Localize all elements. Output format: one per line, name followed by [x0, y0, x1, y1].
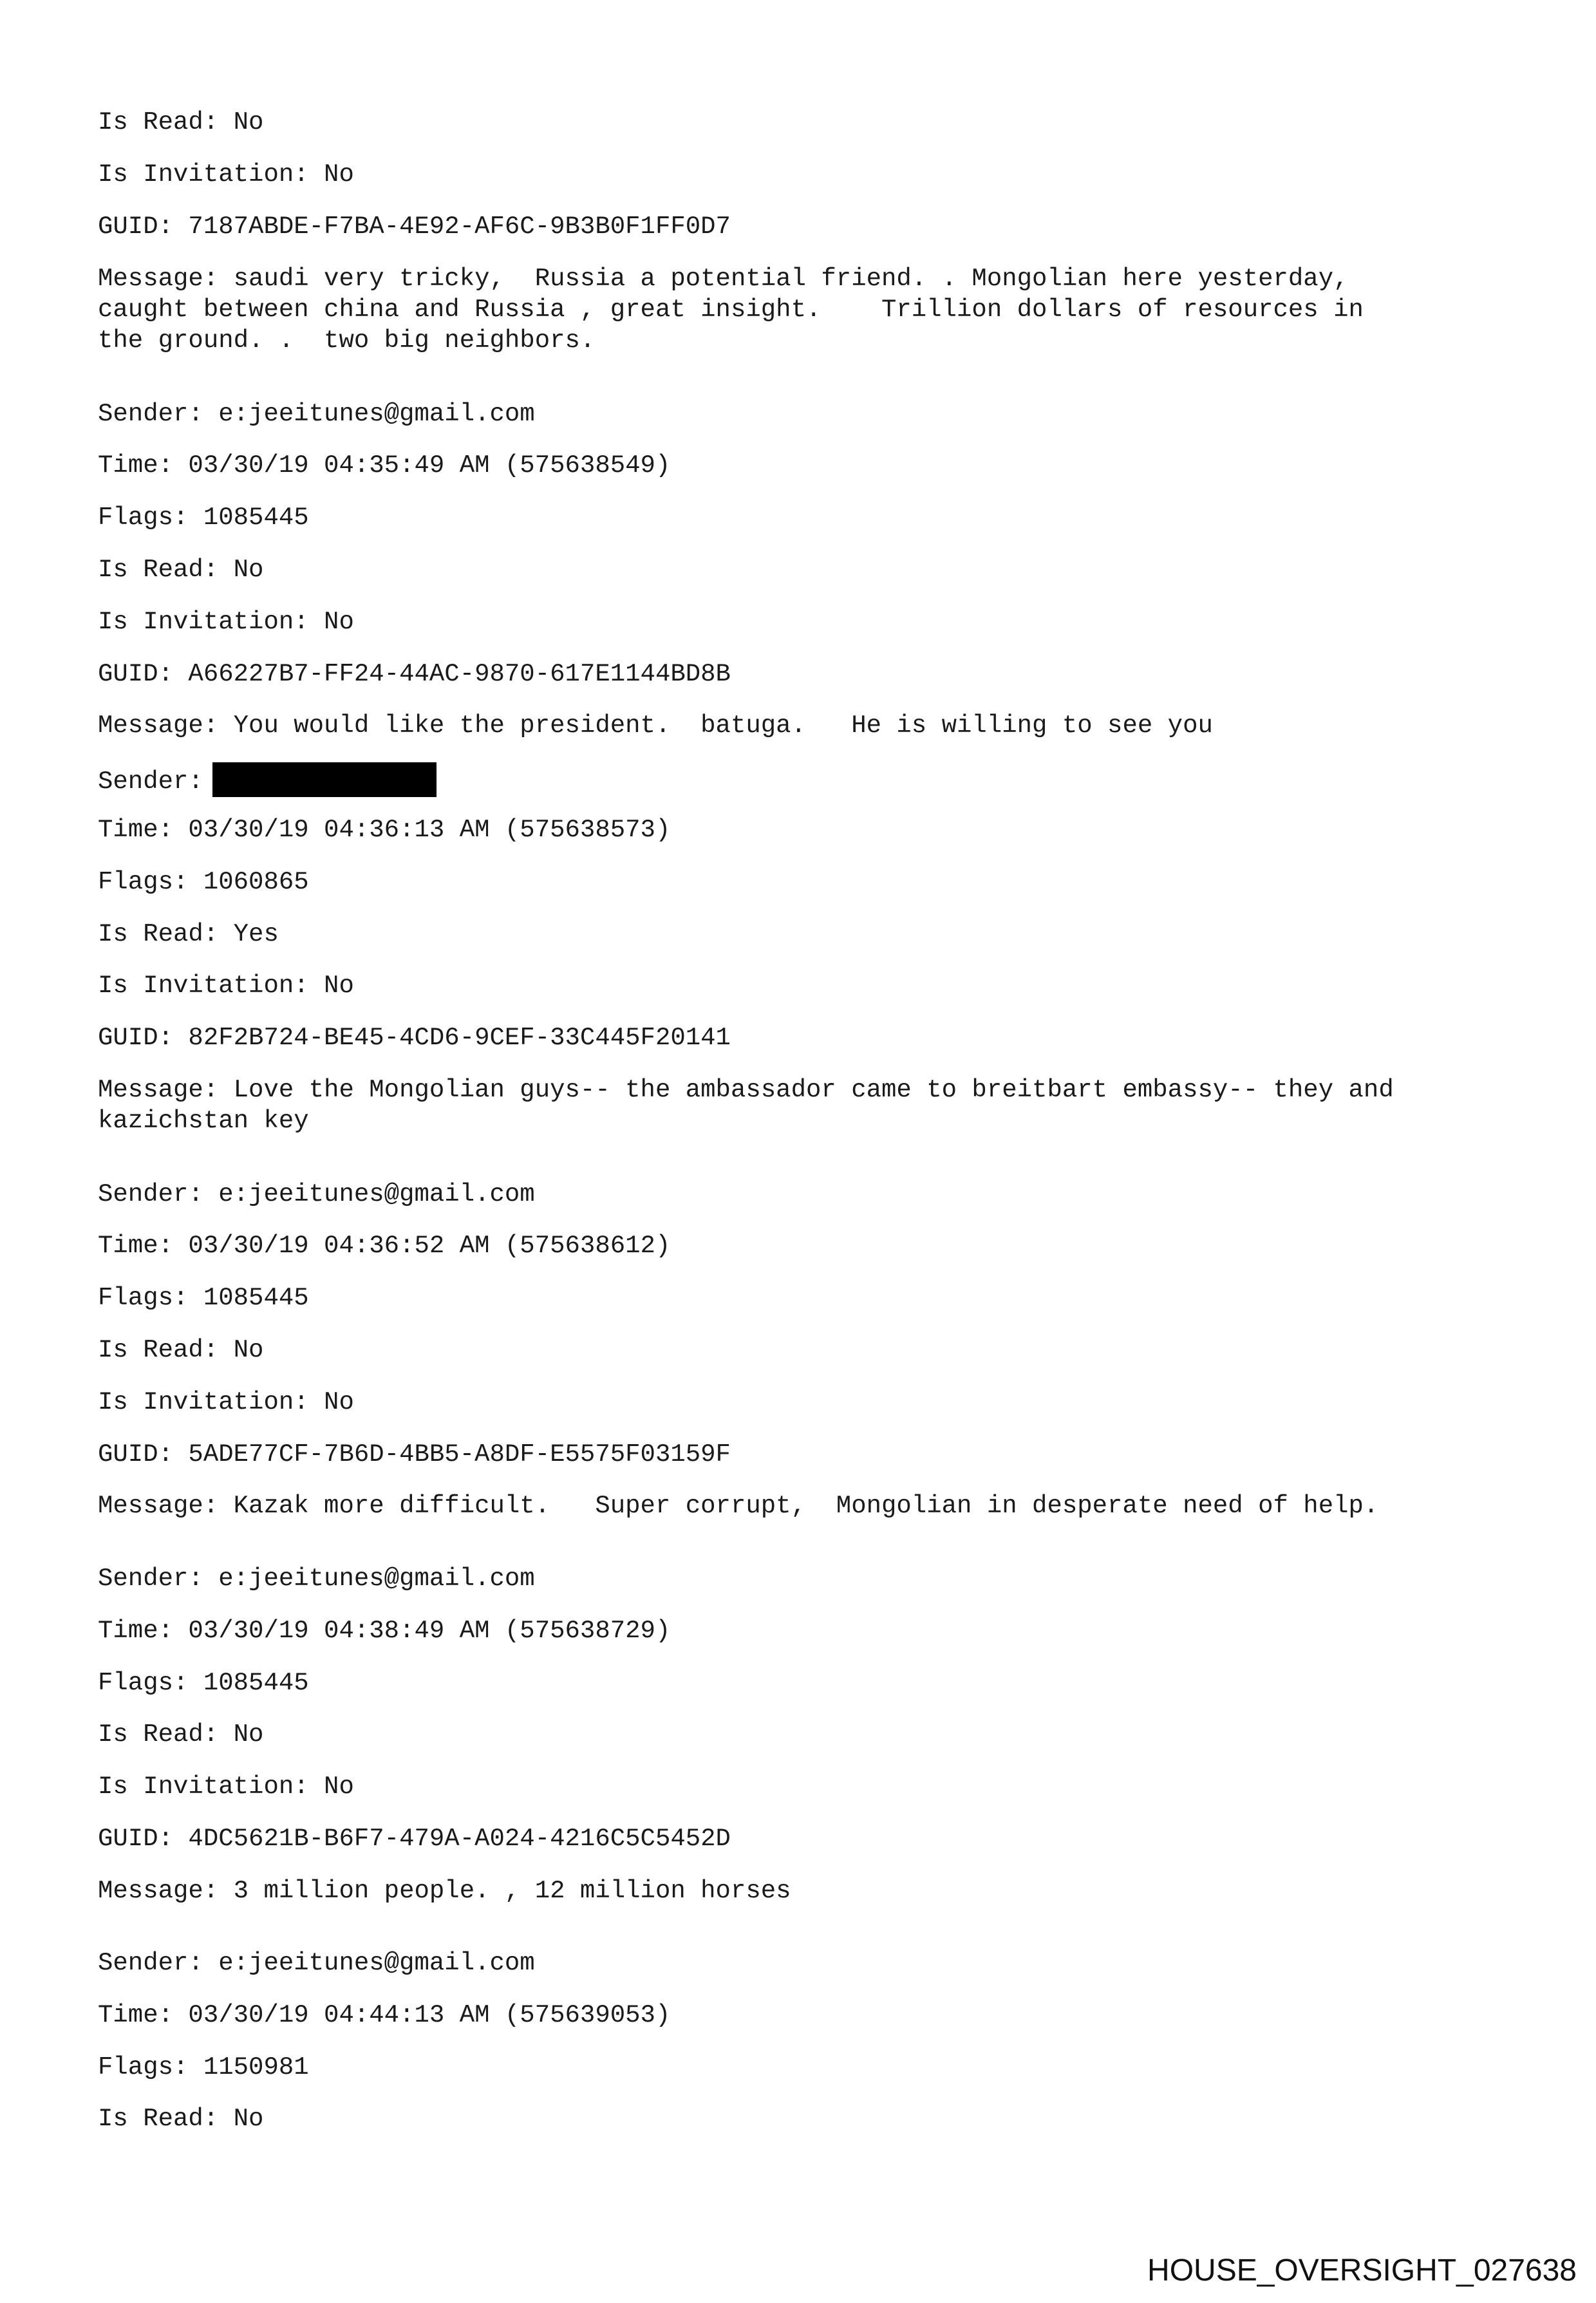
is-read-field: Is Read: No	[98, 2105, 264, 2133]
flags-field: Flags: 1085445	[98, 503, 309, 532]
is-read-field: Is Read: No	[98, 556, 264, 584]
sender-field: Sender: e:jeeitunes@gmail.com	[98, 1180, 535, 1208]
flags-field: Flags: 1150981	[98, 2053, 309, 2082]
is-invitation-field: Is Invitation: No	[98, 1388, 354, 1416]
is-read-field: Is Read: No	[98, 1720, 264, 1749]
sender-field	[98, 762, 437, 796]
is-invitation-field: Is Invitation: No	[98, 972, 354, 1000]
sender-label: Sender:	[98, 767, 203, 796]
is-read-field: Is Read: No	[98, 1336, 264, 1364]
is-invitation-field: Is Invitation: No	[98, 608, 354, 636]
flags-field: Flags: 1085445	[98, 1284, 309, 1312]
is-invitation-field: Is Invitation: No	[98, 1772, 354, 1801]
time-field: Time: 03/30/19 04:36:52 AM (575638612)	[98, 1232, 671, 1260]
redaction-box	[212, 762, 437, 797]
flags-field: Flags: 1085445	[98, 1669, 309, 1697]
guid-field: GUID: 7187ABDE-F7BA-4E92-AF6C-9B3B0F1FF0D7	[98, 212, 731, 241]
message-field: Message: saudi very tricky, Russia a potential friend. . Mongolian here yesterday, caught between china and Russia , great insight. Trillion dollars of resources in the ground. . two big neighbors.	[98, 265, 1364, 355]
flags-field: Flags: 1060865	[98, 868, 309, 896]
guid-field: GUID: 82F2B724-BE45-4CD6-9CEF-33C445F20141	[98, 1024, 731, 1052]
is-read-field: Is Read: No	[98, 108, 264, 136]
guid-field: GUID: 4DC5621B-B6F7-479A-A024-4216C5C5452D	[98, 1825, 731, 1853]
time-field: Time: 03/30/19 04:36:13 AM (575638573)	[98, 816, 671, 844]
time-field: Time: 03/30/19 04:38:49 AM (575638729)	[98, 1617, 671, 1645]
sender-field: Sender: e:jeeitunes@gmail.com	[98, 400, 535, 428]
sender-field: Sender: e:jeeitunes@gmail.com	[98, 1949, 535, 1977]
message-field: Message: 3 million people. , 12 million horses	[98, 1877, 791, 1905]
message-field: Message: Love the Mongolian guys-- the ambassador came to breitbart embassy-- they and kazichstan key	[98, 1076, 1394, 1135]
message-field: Message: Kazak more difficult. Super corrupt, Mongolian in desperate need of help.	[98, 1492, 1379, 1520]
guid-field: GUID: A66227B7-FF24-44AC-9870-617E1144BD8B	[98, 660, 731, 688]
time-field: Time: 03/30/19 04:44:13 AM (575639053)	[98, 2001, 671, 2029]
guid-field: GUID: 5ADE77CF-7B6D-4BB5-A8DF-E5575F03159F	[98, 1440, 731, 1469]
is-invitation-field: Is Invitation: No	[98, 160, 354, 189]
sender-field: Sender: e:jeeitunes@gmail.com	[98, 1565, 535, 1593]
time-field: Time: 03/30/19 04:35:49 AM (575638549)	[98, 451, 671, 480]
is-read-field: Is Read: Yes	[98, 920, 279, 948]
bates-number: HOUSE_OVERSIGHT_027638	[1147, 2253, 1577, 2288]
message-field: Message: You would like the president. batuga. He is willing to see you	[98, 711, 1213, 740]
